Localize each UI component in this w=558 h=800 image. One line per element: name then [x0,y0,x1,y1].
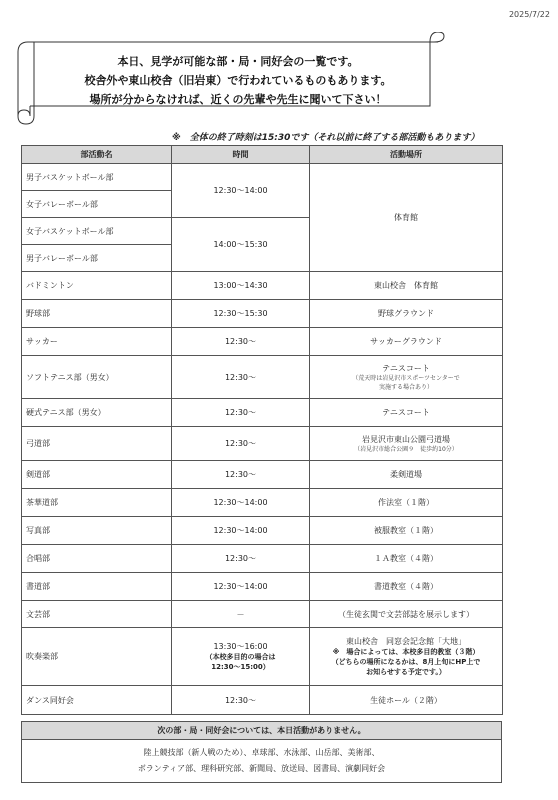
club-time: 12:30～ [172,461,310,489]
club-time: 12:30～ [172,427,310,461]
club-time: 13:00～14:30 [172,272,310,300]
club-time: 12:30～ [172,545,310,573]
table-header-row [22,146,503,164]
club-name: ダンス同好会 [22,686,172,715]
club-name: 文芸部 [22,601,172,628]
club-name: 野球部 [22,300,172,328]
club-schedule-table [21,145,503,715]
banner-line-1: 本日、見学が可能な部・局・同好会の一覧です。 [117,55,359,68]
club-time: － [172,601,310,628]
club-place: 書道教室（４階） [310,573,503,601]
club-place [310,628,503,686]
table-row [22,461,503,489]
club-name: 写真部 [22,517,172,545]
club-place: 柔剣道場 [310,461,503,489]
place-note: （荒天時は岩見沢市スポーツセンターで [352,374,460,382]
time-main: 13:30～16:00 [213,642,268,651]
club-time: 12:30～ [172,686,310,715]
club-time: 12:30～ [172,328,310,356]
club-place: サッカーグラウンド [310,328,503,356]
document-date: 2025/7/22 [508,10,550,19]
place-note: お知らせする予定です。） [366,668,446,676]
no-activity-box [21,721,502,783]
time-note: 12:30～15:00） [211,663,270,671]
club-name: 硬式テニス部（男女） [22,399,172,427]
table-row [22,489,503,517]
banner-line-2: 校舎外や東山校舎（旧岩東）で行われているものもあります。 [84,74,392,87]
club-place: 生徒ホール（２階） [310,686,503,715]
club-time: 12:30～14:00 [172,517,310,545]
table-row [22,517,503,545]
banner-line-3: 場所が分からなければ、近くの先輩や先生に聞いて下さい！ [89,93,387,106]
end-time-note: ※ 全体の終了時刻は15:30です（それ以前に終了する部活動もあります） [172,133,480,143]
club-time: 12:30～ [172,399,310,427]
place-main: 東山校舎 同窓会記念館「大地」 [346,637,466,646]
table-row [22,272,503,300]
club-place: 作法室（１階） [310,489,503,517]
club-place [310,356,503,399]
table-row [22,545,503,573]
no-activity-line-1: 陸上競技部（新人戦のため）、卓球部、水泳部、山岳部、美術部、 [143,748,380,757]
table-row [22,328,503,356]
table-row [22,628,503,686]
header-time: 時間 [172,146,310,164]
club-name: 女子バレーボール部 [22,191,172,218]
table-row [22,164,503,191]
club-time: 12:30～14:00 [172,164,310,218]
club-time: 12:30～ [172,356,310,399]
club-name: 剣道部 [22,461,172,489]
no-activity-line-2: ボランティア部、理科研究部、新聞局、放送局、図書局、演劇同好会 [137,764,386,773]
time-note: （本校多目的の場合は [205,653,276,661]
table-row [22,427,503,461]
club-time: 12:30～14:00 [172,573,310,601]
club-name: 吹奏楽部 [22,628,172,686]
table-row [22,356,503,399]
club-time [172,628,310,686]
place-note: ※ 場合によっては、本校多目的教室（３階） [332,648,480,656]
place-main: 岩見沢市東山公園弓道場 [362,434,450,444]
club-name: バドミントン [22,272,172,300]
place-note: （岩見沢市総合公園９ 徒歩約10分） [354,445,458,453]
header-place: 活動場所 [310,146,503,164]
no-activity-heading: 次の部・局・同好会については、本日活動がありません。 [22,722,501,740]
scroll-banner [14,32,452,126]
club-name: 書道部 [22,573,172,601]
club-name: サッカー [22,328,172,356]
club-place: 被服教室（１階） [310,517,503,545]
table-row [22,601,503,628]
club-place [310,427,503,461]
club-time: 12:30～14:00 [172,489,310,517]
club-name: 女子バスケットボール部 [22,218,172,245]
club-place: １Ａ教室（４階） [310,545,503,573]
table-row [22,399,503,427]
club-place: テニスコート [310,399,503,427]
header-club: 部活動名 [22,146,172,164]
club-place: 東山校舎 体育館 [310,272,503,300]
club-name: ソフトテニス部（男女） [22,356,172,399]
club-name: 男子バスケットボール部 [22,164,172,191]
club-name: 男子バレーボール部 [22,245,172,272]
club-time: 14:00～15:30 [172,218,310,272]
place-note: 実施する場合あり） [378,383,433,391]
club-name: 茶華道部 [22,489,172,517]
table-row [22,573,503,601]
club-place: 体育館 [310,164,503,272]
place-main: テニスコート [382,363,430,373]
club-place: （生徒玄関で文芸部誌を展示します） [310,601,503,628]
place-note: （どちらの場所になるかは、8月上旬にHP上で [331,658,481,666]
club-name: 弓道部 [22,427,172,461]
table-row [22,300,503,328]
club-time: 12:30～15:30 [172,300,310,328]
club-name: 合唱部 [22,545,172,573]
table-row [22,686,503,715]
club-place: 野球グラウンド [310,300,503,328]
